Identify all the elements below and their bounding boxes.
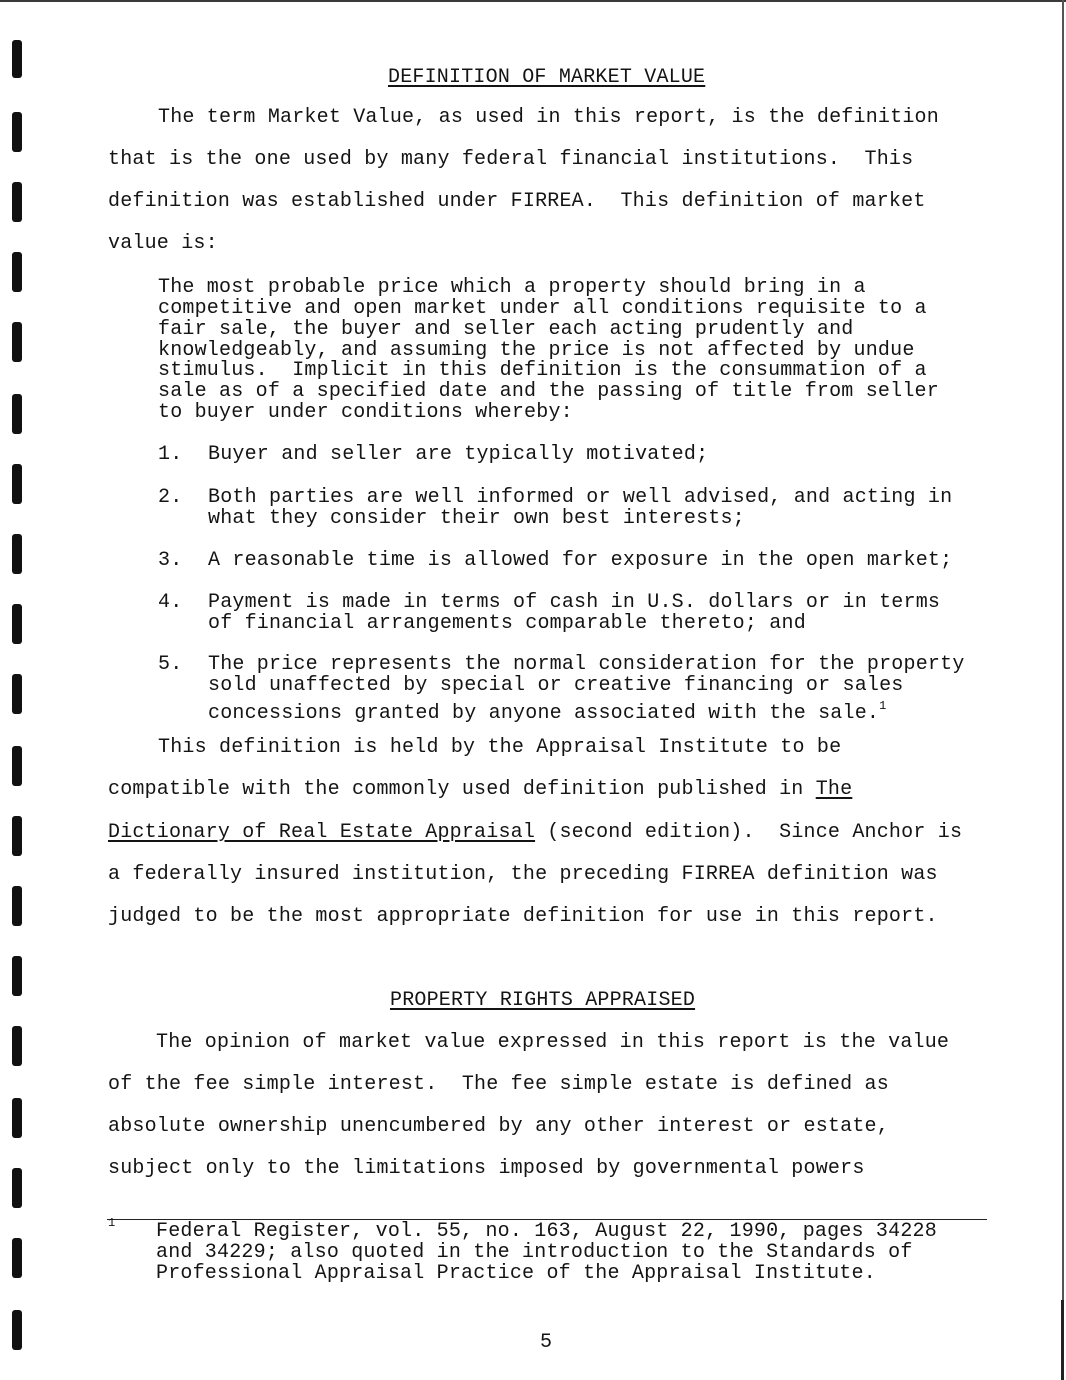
punch-hole [12, 182, 22, 222]
footnote-mark: 1 [108, 1216, 116, 1230]
closing-line [108, 823, 962, 843]
punch-hole-strip [0, 0, 40, 1380]
punch-hole [12, 534, 22, 574]
punch-hole [12, 40, 22, 78]
intro-line: that is the one used by many federal financial institutions. This [108, 148, 914, 171]
page-number: 5 [540, 1331, 553, 1354]
punch-hole [12, 1098, 22, 1138]
quote-line: stimulus. Implicit in this definition is the consummation of a [158, 359, 927, 382]
footnote-reference: 1 [879, 699, 887, 713]
closing-line: a federally insured institution, the preceding FIRREA definition was [108, 863, 938, 886]
intro-line: value is: [108, 232, 218, 255]
quote-line: knowledgeably, and assuming the price is not affected by undue [158, 339, 915, 362]
punch-hole [12, 1238, 22, 1278]
punch-hole [12, 112, 22, 152]
closing-line: This definition is held by the Appraisal Institute to be [158, 736, 842, 759]
condition-text-content: concessions granted by anyone associated with the sale. [208, 702, 880, 725]
footnote-line: and 34229; also quoted in the introduction to the Standards of [156, 1241, 913, 1264]
condition-number: 3. [158, 549, 183, 572]
section-heading-property-rights: PROPERTY RIGHTS APPRAISED [390, 989, 696, 1012]
condition-text: Both parties are well informed or well advised, and acting in [208, 486, 953, 509]
punch-hole [12, 252, 22, 292]
footnote-line: Professional Appraisal Practice of the Appraisal Institute. [156, 1262, 876, 1285]
condition-text: sold unaffected by special or creative financing or sales [208, 674, 904, 697]
rights-line: of the fee simple interest. The fee simple estate is defined as [108, 1073, 889, 1096]
condition-text: what they consider their own best interests; [208, 507, 745, 530]
section-heading-market-value: DEFINITION OF MARKET VALUE [388, 66, 706, 89]
punch-hole [12, 1310, 22, 1350]
condition-text: Buyer and seller are typically motivated; [208, 443, 709, 466]
intro-line: definition was established under FIRREA. This definition of market [108, 190, 926, 213]
quote-line: to buyer under conditions whereby: [158, 401, 573, 424]
punch-hole [12, 464, 22, 504]
condition-text: Payment is made in terms of cash in U.S. dollars or in terms [208, 591, 941, 614]
punch-hole [12, 322, 22, 362]
condition-number: 1. [158, 443, 183, 466]
punch-hole [12, 956, 22, 996]
rights-line: subject only to the limitations imposed by governmental powers [108, 1157, 865, 1180]
quote-line: fair sale, the buyer and seller each acting prudently and [158, 318, 854, 341]
condition-text: The price represents the normal consideration for the property [208, 653, 965, 676]
quote-line: sale as of a specified date and the passing of title from seller [158, 380, 939, 403]
punch-hole [12, 394, 22, 434]
punch-hole [12, 1026, 22, 1066]
punch-hole [12, 674, 22, 714]
rights-line: absolute ownership unencumbered by any other interest or estate, [108, 1115, 889, 1138]
book-title-part: The [815, 778, 853, 801]
intro-line: The term Market Value, as used in this report, is the definition [158, 106, 939, 129]
punch-hole [12, 886, 22, 926]
punch-hole [12, 604, 22, 644]
punch-hole [12, 1168, 22, 1208]
closing-line: judged to be the most appropriate definition for use in this report. [108, 905, 938, 928]
condition-number: 5. [158, 653, 183, 676]
closing-text: (second edition). Since Anchor is [535, 821, 963, 844]
condition-text: A reasonable time is allowed for exposure in the open market; [208, 549, 953, 572]
quote-line: competitive and open market under all conditions requisite to a [158, 297, 927, 320]
book-title: Dictionary of Real Estate Appraisal [108, 821, 536, 844]
condition-number: 2. [158, 486, 183, 509]
page-right-edge [1062, 0, 1064, 1380]
punch-hole [12, 746, 22, 786]
footnote-line: Federal Register, vol. 55, no. 163, August 22, 1990, pages 34228 [156, 1220, 937, 1243]
condition-text [208, 696, 887, 724]
quote-line: The most probable price which a property should bring in a [158, 276, 866, 299]
page-right-edge-shadow [1061, 1300, 1064, 1380]
condition-number: 4. [158, 591, 183, 614]
condition-text: of financial arrangements comparable thereto; and [208, 612, 806, 635]
closing-line [108, 780, 852, 800]
rights-line: The opinion of market value expressed in this report is the value [156, 1031, 950, 1054]
punch-hole [12, 816, 22, 856]
page-top-edge [0, 0, 1066, 2]
closing-text: compatible with the commonly used definition published in [108, 778, 816, 801]
